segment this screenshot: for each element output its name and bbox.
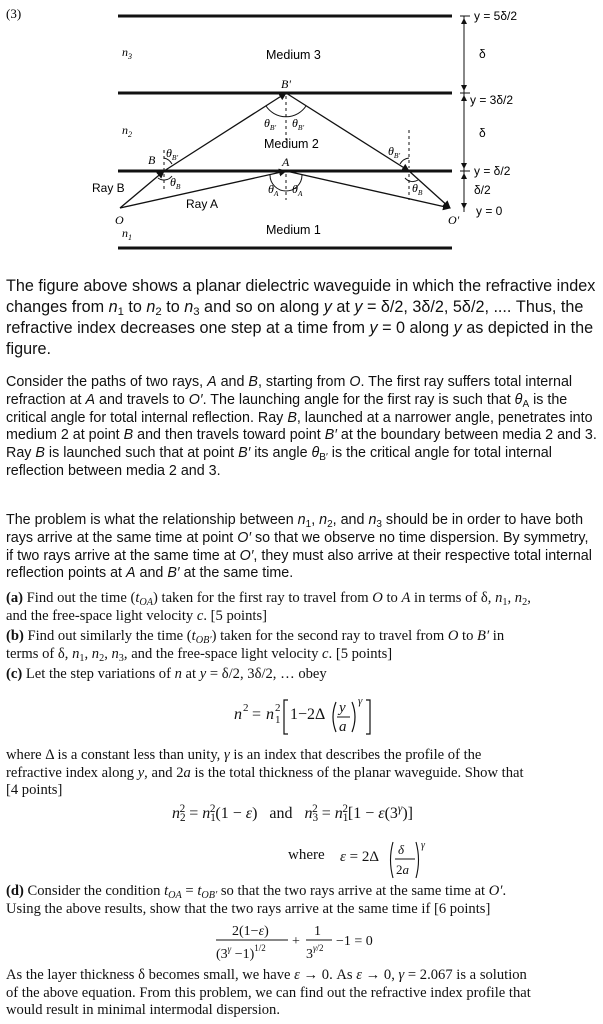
svg-text:−1 = 0: −1 = 0 <box>336 934 373 949</box>
svg-text:2: 2 <box>275 702 281 714</box>
medium1-label: Medium 1 <box>266 223 321 237</box>
svg-text:2a: 2a <box>396 862 409 877</box>
ray-paths-paragraph: Consider the paths of two rays, A and B, starting from O. The first ray suffers total internal refraction at A and travels to O′. The launching angle for the first ray is such that $\theta_A$ is the critical angle for total internal reflection. Ray B, launched at a narrower angle, penetrates into medium 2 at point B and then travels toward point B′ at the boundary between media 2 and 3. Ray B is launched such that at point B′ its angle $\theta_{B'}$ is the critical angle for total internal reflection between media 2 and 3. <box>6 374 597 479</box>
part-label: (3) <box>6 6 22 21</box>
svg-text:2(1−ε): 2(1−ε) <box>232 924 269 939</box>
question-b: (b) Find out similarly the time $(t_{OB'})$ taken for the second ray to travel from O to B′ in terms of δ, $n_1$, $n_2$, $n_3$, and the free-space light velocity c. [5 points] <box>6 628 505 664</box>
ray-b-seg3 <box>286 93 409 171</box>
n2-n3-equations: $n_2^2 = n_1^2(1 - \varepsilon)$ and $n_3^2 = n_1^2[1 - \varepsilon(3^\gamma)]$ <box>172 803 413 824</box>
svg-text:γ: γ <box>421 840 425 851</box>
theta-b-prime-left: $\theta_{B'}$ <box>264 116 277 132</box>
label-delta-half: δ/2 <box>474 183 491 197</box>
equal-time-condition-equation <box>212 918 412 966</box>
closing-paragraph: As the layer thickness δ becomes small, we have ε → 0. As ε → 0, γ = 2.067 is a solution of the above equation. From this problem, we can find out the refractive index profile that would result in minimal intermodal dispersion. <box>6 967 531 1019</box>
medium2-label: Medium 2 <box>264 137 319 151</box>
svg-text:=: = <box>252 706 262 723</box>
svg-text:n: n <box>234 706 242 723</box>
point-o-label: O <box>115 213 124 227</box>
point-o-prime-label: O' <box>448 213 460 227</box>
theta-a-right: $\theta_A$ <box>292 182 303 198</box>
svg-text:y: y <box>339 700 346 716</box>
theta-b-right: $\theta_B$ <box>412 181 423 197</box>
waveguide-figure <box>0 0 603 262</box>
point-b-label: B <box>148 153 156 167</box>
svg-text:2: 2 <box>243 702 249 714</box>
svg-text:1: 1 <box>275 714 281 726</box>
svg-text:n: n <box>266 706 274 723</box>
svg-text:1−2Δ: 1−2Δ <box>290 706 326 723</box>
theta-a-left: $\theta_A$ <box>268 182 279 198</box>
index-profile-equation <box>232 690 382 740</box>
ray-a-seg2 <box>286 171 450 208</box>
point-b-prime-label: B' <box>281 77 291 91</box>
label-y-top: y = 5δ/2 <box>474 9 518 23</box>
theta-b-prime-right-edge: $\theta_{B'}$ <box>388 144 401 160</box>
svg-text:3γ/2: $3^{\gamma/2}$ <box>306 943 324 962</box>
theta-b-prime-right: $\theta_{B'}$ <box>292 116 305 132</box>
svg-text:γ: γ <box>358 695 363 707</box>
medium3-label: Medium 3 <box>266 48 321 62</box>
label-delta-upper: δ <box>479 47 486 61</box>
label-delta-middle: δ <box>479 126 486 140</box>
arc-right-upper <box>400 158 409 164</box>
svg-text:+: + <box>292 934 300 949</box>
ray-a-label: Ray A <box>186 197 219 211</box>
question-c-explanation: where Δ is a constant less than unity, γ is an index that describes the profile of the refractive index along y, and 2a is the total thickness of the planar waveguide. Show that [4 points] <box>6 747 524 799</box>
question-c: (c) Let the step variations of n at y = δ/2, 3δ/2, … obey <box>6 666 327 682</box>
svg-text:δ: δ <box>398 842 405 857</box>
svg-text:a: a <box>339 719 347 735</box>
svg-text:(3γ −1)1/2: $(3^\gamma -1)^{1/2}$ <box>216 943 266 962</box>
n3-label: $n_3$ <box>122 45 132 61</box>
epsilon-definition: where ε = 2Δ δ 2a γ <box>288 840 425 877</box>
label-y-3d2: y = 3δ/2 <box>470 93 514 107</box>
ray-b-seg2 <box>164 93 286 171</box>
theta-b-left: $\theta_B$ <box>170 175 181 191</box>
label-y-d2: y = δ/2 <box>474 164 511 178</box>
problem-paragraph: The problem is what the relationship between $n_1$, $n_2$, and $n_3$ should be in order to have both rays arrive at the same time at point O′ so that we observe no time dispersion. By symmetry, if two rays arrive at the same time at O′, they must also arrive at their respective total internal reflection points at A and B′ at the same time. <box>6 512 592 582</box>
question-a: (a) Find out the time $(t_{OA})$ taken for the first ray to travel from O to A in terms of δ, $n_1$, $n_2$, and the free-space light velocity c. [5 points] <box>6 590 531 624</box>
intro-paragraph: The figure above shows a planar dielectric waveguide in which the refractive index changes from $n_1$ to $n_2$ to $n_3$ and so on along y at y = δ/2, 3δ/2, 5δ/2, .... Thus, the refractive index decreases one step at a time from y = 0 along y as depicted in the figure. <box>6 277 596 358</box>
question-d: (d) Consider the condition $t_{OA} = t_{OB'}$ so that the two rays arrive at the same time at O′. Using the above results, show that the two rays arrive at the same time if [6 points] <box>6 883 507 917</box>
point-a-label: A <box>282 155 290 169</box>
svg-text:1: 1 <box>314 924 321 939</box>
ray-b-label: Ray B <box>92 181 125 195</box>
label-y-0: y = 0 <box>476 204 503 218</box>
n1-label: $n_1$ <box>122 226 132 242</box>
theta-b-prime-left-edge: $\theta_{B'}$ <box>166 146 179 162</box>
n2-label: $n_2$ <box>122 123 132 139</box>
